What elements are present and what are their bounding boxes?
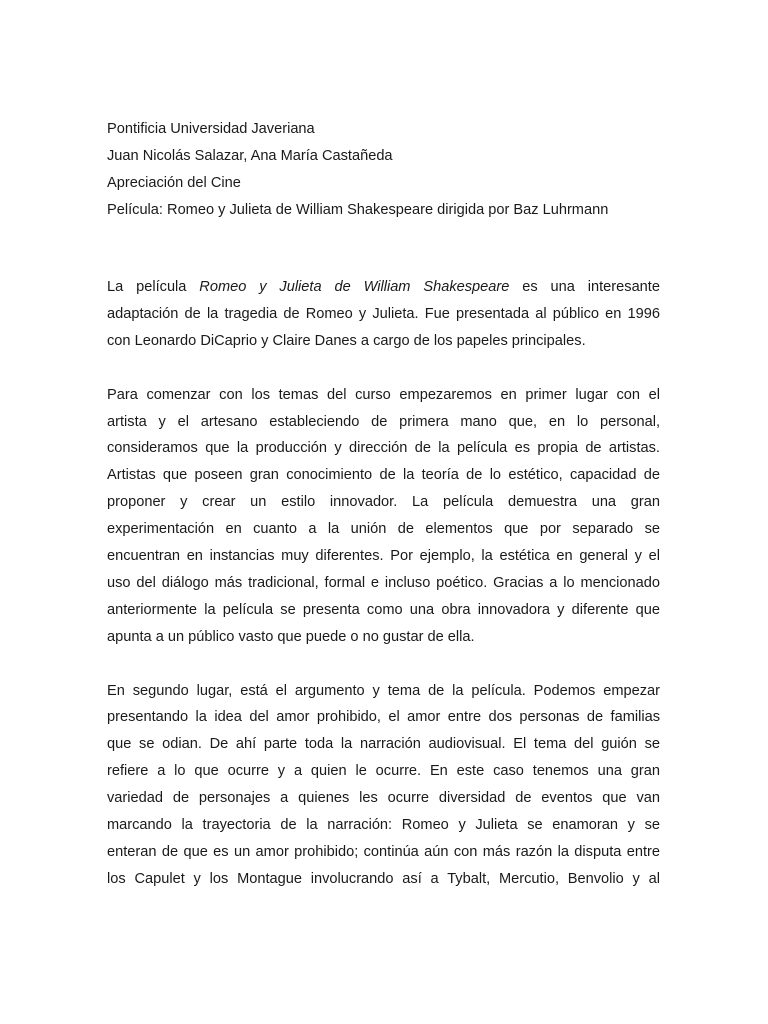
paragraph-line: apunta a un público vasto que puede o no gustar de ella.	[107, 628, 475, 645]
text-run: es una interesante	[509, 279, 660, 295]
paragraph-line: anteriormente la película se presenta como una obra innovadora y diferente que	[107, 601, 660, 618]
paragraph-line: artista y el artesano estableciendo de primera mano que, en lo personal,	[107, 413, 660, 430]
paragraph-line: experimentación en cuanto a la unión de elementos que por separado se	[107, 521, 660, 538]
paragraph-line: encuentran en instancias muy diferentes. Por ejemplo, la estética en general y el	[107, 548, 660, 565]
paragraph-line: los Capulet y los Montague involucrando así a Tybalt, Mercutio, Benvolio y al	[107, 870, 660, 887]
paragraph-line: refiere a lo que ocurre y a quien le ocurre. En este caso tenemos una gran	[107, 763, 660, 780]
institution-name: Pontificia Universidad Javeriana	[107, 121, 315, 137]
paragraph-intro	[107, 274, 660, 355]
paragraph-line: presentando la idea del amor prohibido, el amor entre dos personas de familias	[107, 709, 660, 726]
document-body	[107, 274, 660, 920]
text-run: La película	[107, 279, 200, 295]
paragraph-line: variedad de personajes a quienes les ocurre diversidad de eventos que van	[107, 790, 660, 807]
film-title-line: Película: Romeo y Julieta de William Shakespeare dirigida por Baz Luhrmann	[107, 202, 609, 218]
paragraph-line	[107, 274, 660, 301]
paragraph-line: adaptación de la tragedia de Romeo y Julieta. Fue presentada al público en 1996	[107, 305, 660, 322]
paragraph-line: proponer y crear un estilo innovador. La película demuestra una gran	[107, 494, 660, 511]
author-names: Juan Nicolás Salazar, Ana María Castañeda	[107, 148, 393, 164]
paragraph-line: marcando la trayectoria de la narración: Romeo y Julieta se enamoran y se	[107, 817, 660, 834]
paragraph-line: consideramos que la producción y dirección de la película es propia de artistas.	[107, 440, 660, 457]
paragraph-line: enteran de que es un amor prohibido; continúa aún con más razón la disputa entre	[107, 843, 660, 860]
paragraph-line: uso del diálogo más tradicional, formal e incluso poético. Gracias a lo mencionado	[107, 574, 660, 591]
paragraph-line: que se odian. De ahí parte toda la narración audiovisual. El tema del guión se	[107, 736, 660, 753]
film-title-italic: Romeo y Julieta de William Shakespeare	[199, 279, 510, 295]
paragraph-line: En segundo lugar, está el argumento y tema de la película. Podemos empezar	[107, 682, 660, 699]
document-header	[107, 116, 667, 224]
paragraph-line: Para comenzar con los temas del curso empezaremos en primer lugar con el	[107, 386, 660, 403]
paragraph-argument-theme	[107, 678, 660, 893]
course-name: Apreciación del Cine	[107, 175, 241, 191]
paragraph-line: con Leonardo DiCaprio y Claire Danes a cargo de los papeles principales.	[107, 332, 586, 349]
paragraph-artist-artisan	[107, 382, 660, 651]
paragraph-line: Artistas que poseen gran conocimiento de la teoría de lo estético, capacidad de	[107, 467, 660, 484]
